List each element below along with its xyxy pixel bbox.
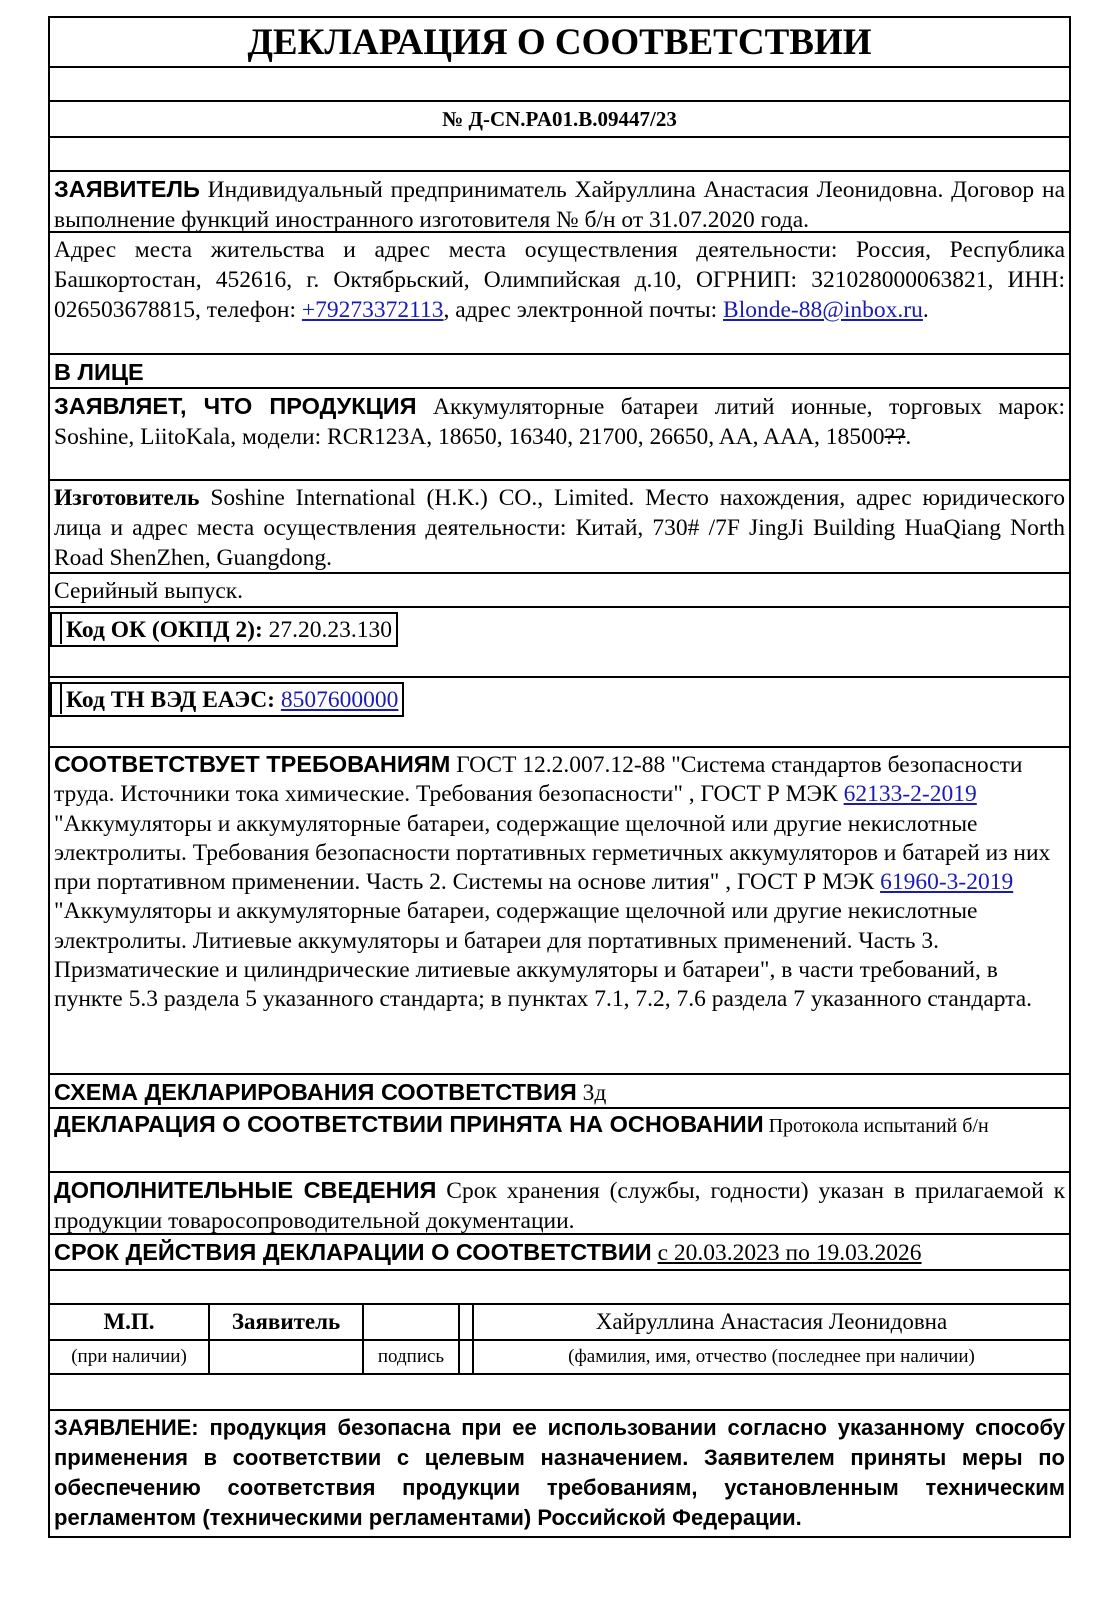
additional-label: ДОПОЛНИТЕЛЬНЫЕ СВЕДЕНИЯ bbox=[54, 1177, 437, 1203]
validity-label: СРОК ДЕЙСТВИЯ ДЕКЛАРАЦИИ О СООТВЕТСТВИИ bbox=[54, 1239, 652, 1265]
manufacturer-text: Soshine International (H.K.) CO., Limited. Место нахождения, адрес юридического лица и адрес места осуществления деятельности: Китай, 730# /7F JingJi Building HuaQiang North Road ShenZhen, Guangdong. bbox=[54, 485, 1065, 571]
requirements-label: СООТВЕТСТВУЕТ ТРЕБОВАНИЯМ bbox=[54, 751, 451, 777]
tnved-label: Код ТН ВЭД ЕАЭС: bbox=[66, 687, 276, 713]
in-person-row bbox=[50, 355, 1069, 389]
statement-section bbox=[50, 1411, 1069, 1536]
address-text: Адрес места жительства и адрес места осуществления деятельности: Россия, Республика Башкортостан, 452616, г. Октябрьский, Олимпийская д.10, ОГРНИП: 321028000063821, ИНН: 026503678815, телефон: bbox=[54, 237, 1065, 323]
okpd-label: Код ОК (ОКПД 2): bbox=[66, 617, 263, 643]
spacer-row bbox=[50, 1271, 1069, 1305]
validity-value: с 20.03.2023 по 19.03.2026 bbox=[657, 1240, 922, 1266]
signature-note: подпись bbox=[363, 1340, 459, 1373]
spacer-row bbox=[50, 68, 1069, 102]
additional-value: Срок хранения (службы, годности) указан в прилагаемой к продукции товаросопроводительной документации. bbox=[54, 1178, 1065, 1234]
additional-section bbox=[50, 1173, 1069, 1235]
scheme-label: СХЕМА ДЕКЛАРИРОВАНИЯ СООТВЕТСТВИЯ bbox=[54, 1079, 577, 1105]
product-section bbox=[50, 389, 1069, 481]
serial-row bbox=[50, 574, 1069, 608]
product-end: . bbox=[905, 424, 912, 450]
signature-block bbox=[50, 1305, 1069, 1375]
tnved-box bbox=[50, 682, 404, 717]
basis-label: ДЕКЛАРАЦИЯ О СООТВЕТСТВИИ ПРИНЯТА НА ОСНОВАНИИ bbox=[54, 1111, 764, 1137]
phone-link[interactable]: +79273372113 bbox=[301, 297, 444, 323]
basis-section bbox=[50, 1109, 1069, 1173]
address-section bbox=[50, 233, 1069, 355]
email-link[interactable]: Blonde-88@inbox.ru bbox=[723, 297, 923, 323]
gost-link-61960[interactable]: 61960-3-2019 bbox=[880, 869, 1014, 896]
requirements-section bbox=[50, 748, 1069, 1075]
applicant-sign-blank bbox=[209, 1340, 363, 1373]
declaration-number: № Д-CN.PA01.B.09447/23 bbox=[50, 102, 1069, 138]
scheme-row bbox=[50, 1075, 1069, 1109]
tnved-row bbox=[50, 678, 1069, 748]
manufacturer-section bbox=[50, 481, 1069, 574]
requirements-text-3: "Аккумуляторы и аккумуляторные батареи, содержащие щелочной или другие некислотные электролиты. Литиевые аккумуляторы и батареи для портативных применений. Часть 3. Призматические и цилиндрические литиевые аккумуляторы и батареи", в части требований, в пункте 5.3 раздела 5 указанного стандарта; в пунктах 7.1, 7.2, 7.6 раздела 7 указанного стандарта. bbox=[54, 898, 1033, 1013]
applicant-full-name: Хайруллина Анастасия Леонидовна bbox=[473, 1305, 1069, 1340]
okpd-row bbox=[50, 608, 1069, 678]
manufacturer-label: Изготовитель bbox=[54, 485, 200, 511]
spacer-row bbox=[50, 138, 1069, 172]
address-email-prefix: , адрес электронной почты: bbox=[443, 297, 724, 323]
statement-label: ЗАЯВЛЕНИЕ: bbox=[54, 1415, 199, 1440]
product-text: Аккумуляторные батареи литий ионные, торговых марок: Soshine, LiitoKala, модели: RCR123A, 18650, 16340, 21700, 26650, AA, AAA, 18500 bbox=[54, 394, 1065, 450]
in-person-label: В ЛИЦЕ bbox=[54, 359, 144, 385]
serial-text: Серийный выпуск. bbox=[54, 578, 244, 604]
gost-link-62133[interactable]: 62133-2-2019 bbox=[843, 781, 977, 808]
signature-divider bbox=[459, 1305, 473, 1340]
requirements-text-1: ГОСТ 12.2.007.12-88 "Система стандартов безопасности труда. Источники тока химические. Требования безопасности" , ГОСТ Р МЭК bbox=[54, 752, 1023, 808]
declaration-document bbox=[48, 16, 1071, 1538]
signature-field bbox=[363, 1305, 459, 1340]
address-end: . bbox=[922, 297, 929, 323]
statement-text: продукция безопасна при ее использовании согласно указанному способу применения в соответствии с целевым назначением. Заявителем приняты меры по обеспечению соответствия продукции требованиям, установленным техническим регламентом (техническими регламентами) Российской Федерации. bbox=[54, 1415, 1065, 1530]
mp-note: (при наличии) bbox=[50, 1340, 209, 1373]
scheme-value: 3д bbox=[576, 1080, 607, 1106]
product-label: ЗАЯВЛЯЕТ, ЧТО ПРОДУКЦИЯ bbox=[54, 393, 417, 419]
spacer-row bbox=[50, 1375, 1069, 1411]
applicant-sign-label: Заявитель bbox=[209, 1305, 363, 1340]
signature-table bbox=[50, 1305, 1069, 1373]
basis-value: Протокола испытаний б/н bbox=[763, 1115, 989, 1137]
mp-label: М.П. bbox=[50, 1305, 209, 1340]
applicant-text: Индивидуальный предприниматель Хайруллина Анастасия Леонидовна. Договор на выполнение функций иностранного изготовителя № б/н от 31.07.2020 года. bbox=[54, 177, 1065, 233]
product-struck-text: ?? bbox=[884, 424, 906, 450]
okpd-value: 27.20.23.130 bbox=[262, 617, 393, 643]
tnved-link[interactable]: 8507600000 bbox=[280, 687, 399, 713]
okpd-box bbox=[50, 612, 398, 647]
requirements-text-2: "Аккумуляторы и аккумуляторные батареи, содержащие щелочной или другие некислотные электролиты. Требования безопасности портативных герметичных аккумуляторов и батарей из них при портативном применении. Часть 2. Системы на основе лития" , ГОСТ Р МЭК bbox=[54, 810, 1051, 896]
name-note: (фамилия, имя, отчество (последнее при наличии) bbox=[568, 1346, 975, 1367]
validity-row bbox=[50, 1235, 1069, 1271]
signature-divider bbox=[459, 1340, 473, 1373]
document-title: ДЕКЛАРАЦИЯ О СООТВЕТСТВИИ bbox=[50, 18, 1069, 68]
applicant-label: ЗАЯВИТЕЛЬ bbox=[54, 176, 200, 202]
applicant-section bbox=[50, 172, 1069, 233]
